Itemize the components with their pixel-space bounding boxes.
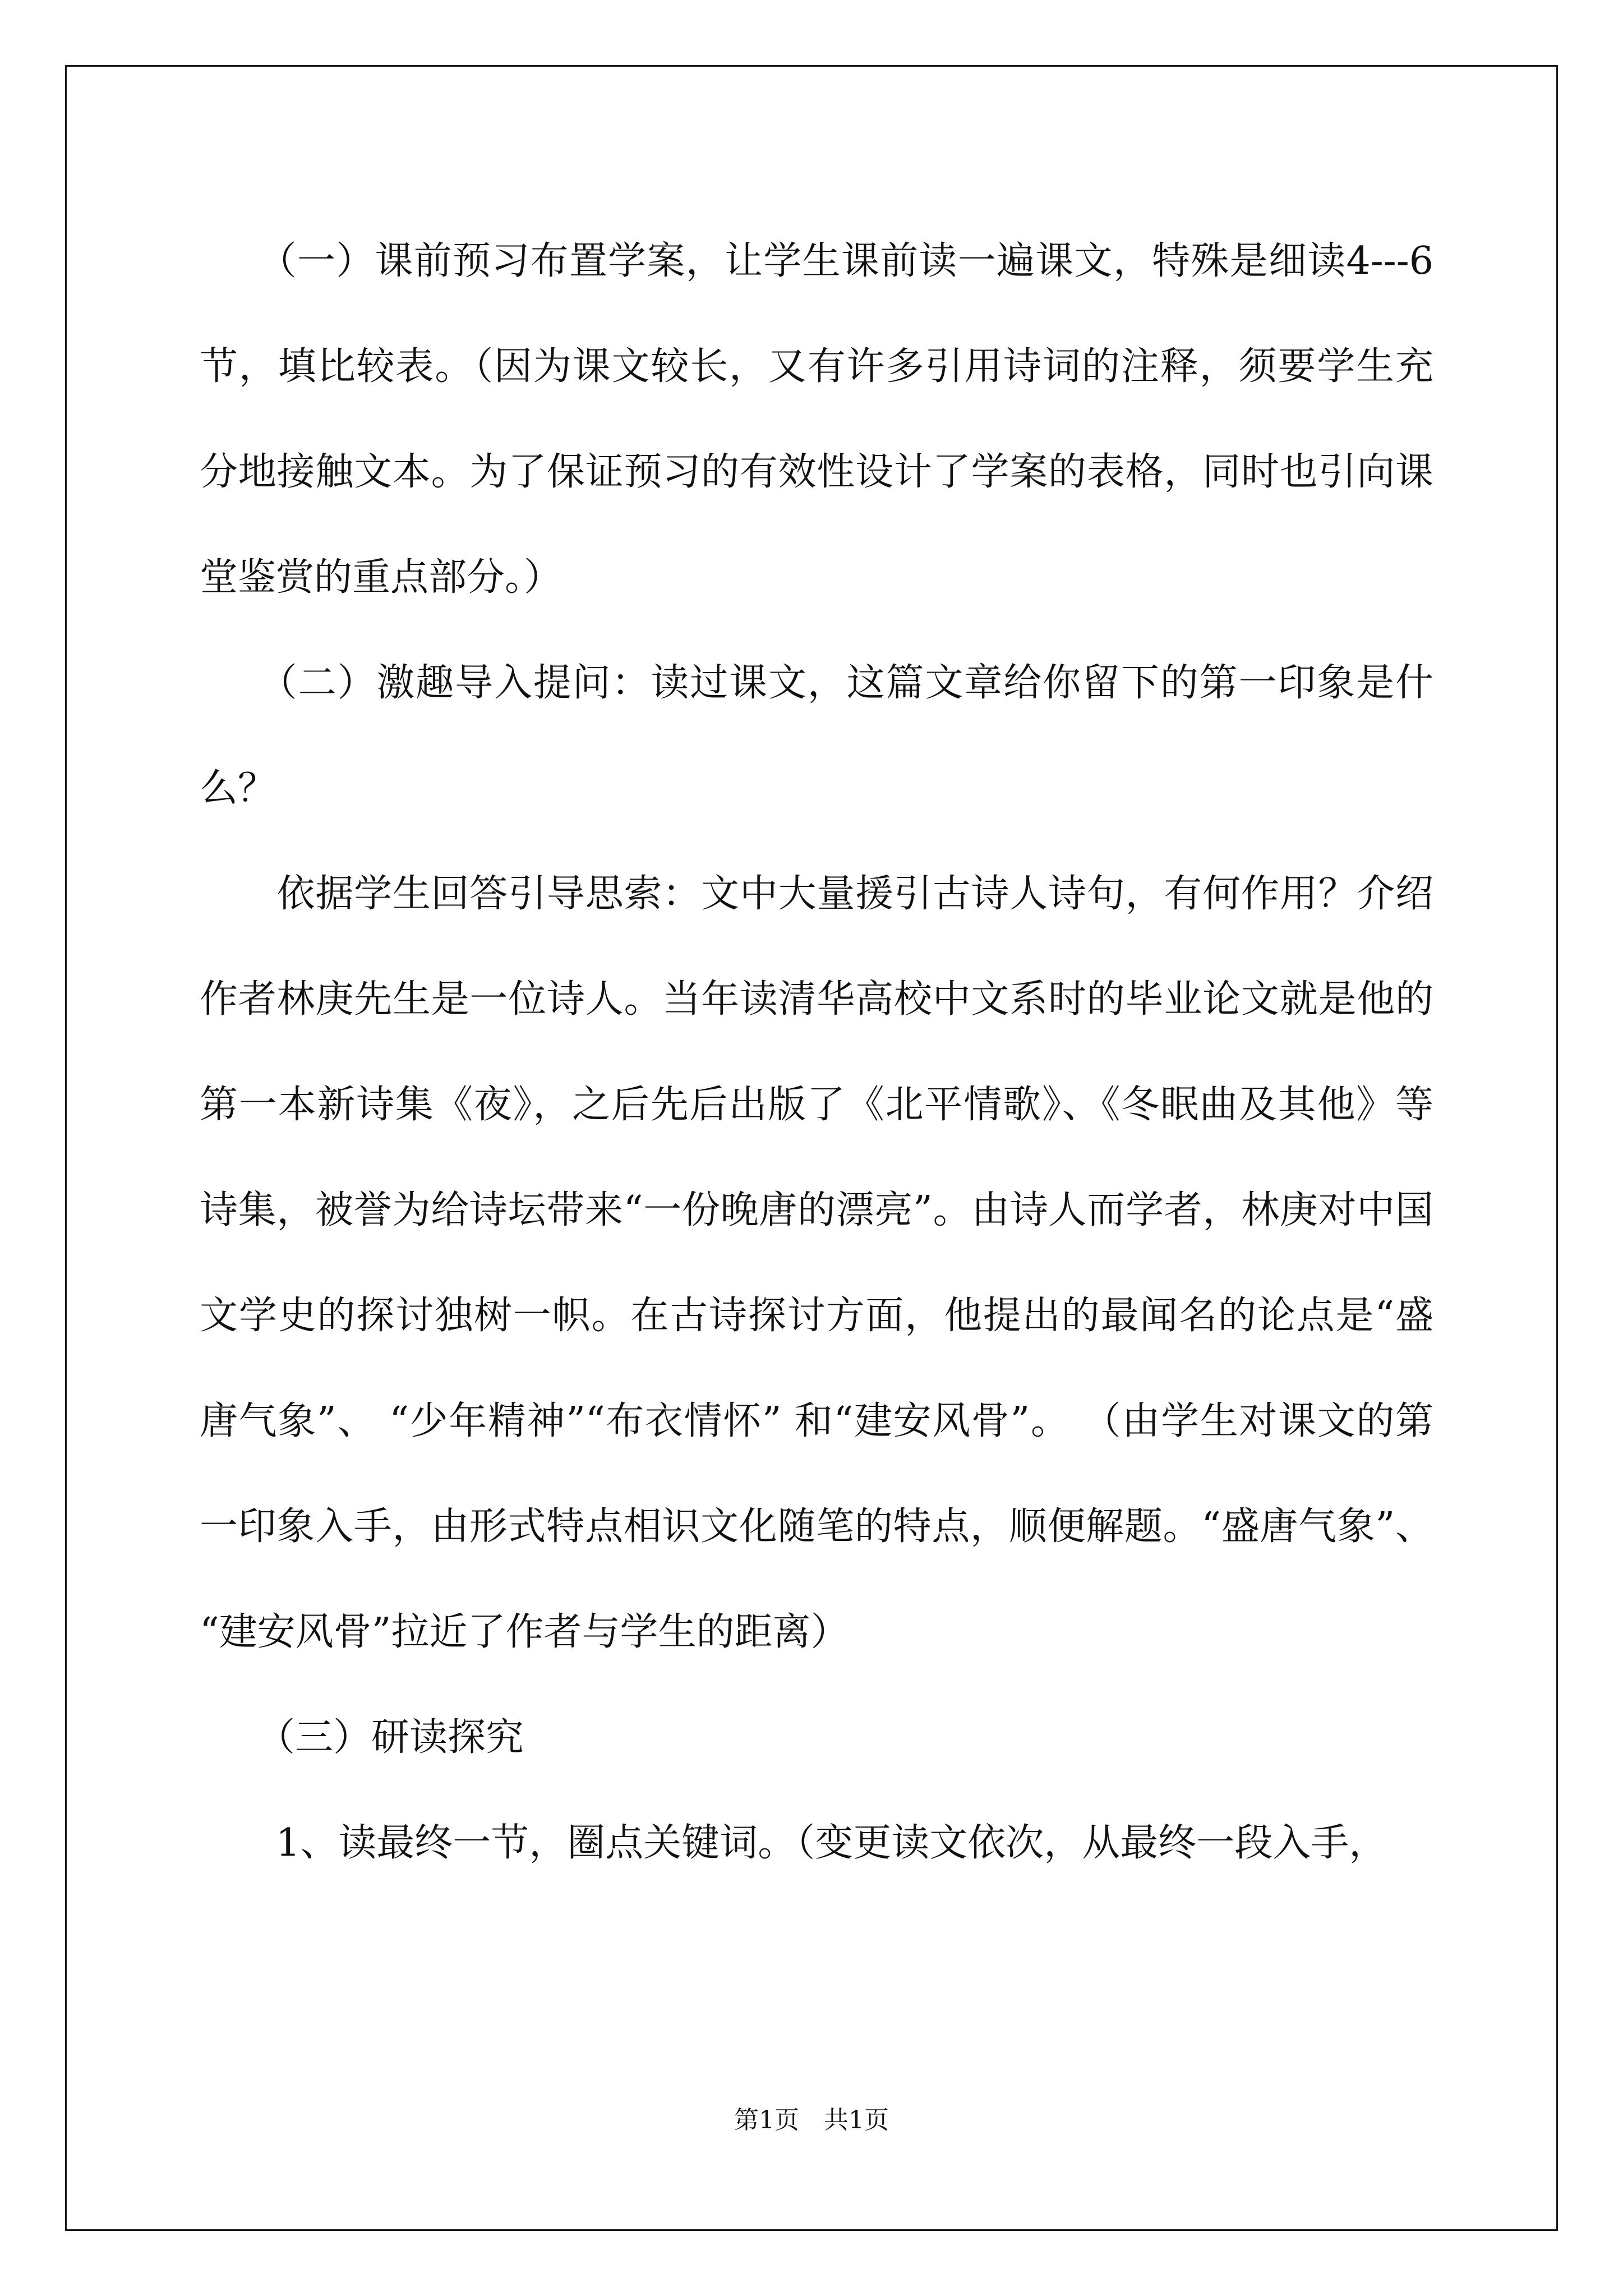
paragraph-lead-in-question: （二）激趣导入提问：读过课文，这篇文章给你留下的第一印象是什么？: [200, 661, 1433, 811]
paragraph-study-heading: （三）研读探究: [200, 1715, 524, 1760]
paragraph-author-introduction: 依据学生回答引导思索：文中大量援引古诗人诗句，有何作用？介绍作者林庚先生是一位诗人。当年读清华高校中文系时的毕业论文就是他的第一本新诗集《夜》，之后先后出版了《北平情歌》、《冬眠曲及其他》等诗集，被誉为给诗坛带来“一份晚唐的漂亮”。由诗人而学者，林庚对中国文学史的探讨独树一帜。在古诗探讨方面，他提出的最闻名的论点是“盛唐气象”、 “少年精神”“布衣情怀” 和“建安风骨”。 （由学生对课文的第一印象入手，由形式特点相识文化随笔的特点，顺便解题。“盛唐气象”、 “建安风骨”拉近了作者与学生的距离）: [200, 872, 1446, 1654]
document-body: [200, 209, 1446, 1896]
paragraph-reading-step-one: 1、读最终一节，圈点关键词。（变更读文依次，从最终一段入手，: [200, 1821, 1387, 1865]
page-footer: 第1页 共1页: [734, 2106, 889, 2134]
paragraph-preview-assignment: （一）课前预习布置学案，让学生课前读一遍课文，特殊是细读4---6节，填比较表。（因为课文较长，又有许多引用诗词的注释，须要学生充分地接触文本。为了保证预习的有效性设计了学案的表格，同时也引向课堂鉴赏的重点部分。）: [200, 239, 1433, 600]
